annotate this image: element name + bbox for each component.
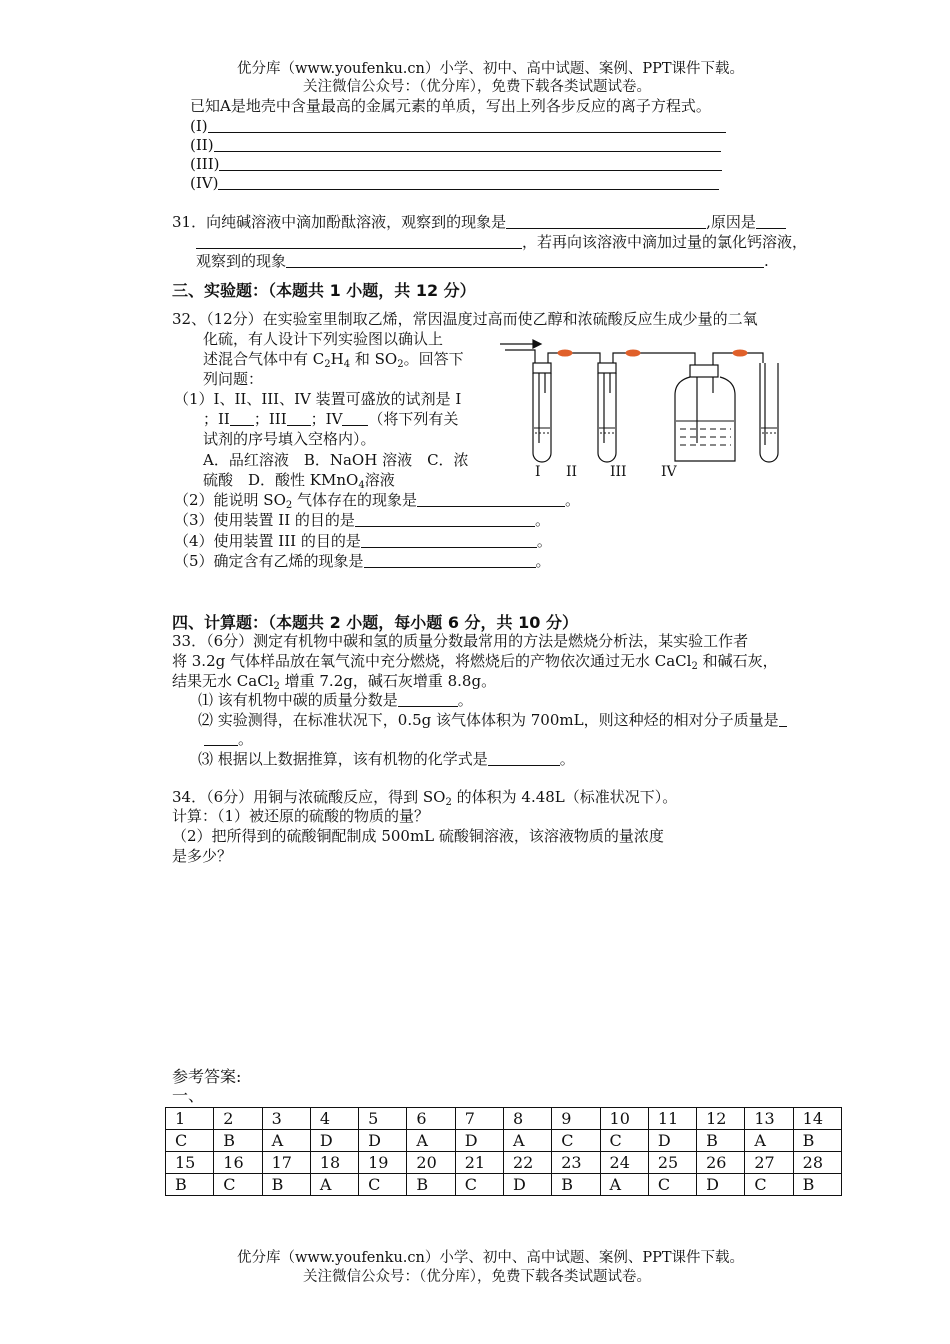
answer-table-cell: 20 [407,1152,455,1174]
answer-table-cell: D [503,1174,551,1196]
valve-1-icon [558,350,572,356]
answer-table-cell: 5 [359,1108,407,1130]
answer-table-cell: D [697,1174,745,1196]
stopper-3 [690,365,718,377]
answer-table-cell: B [214,1130,262,1152]
answer-table-row [166,1108,842,1130]
q33-line-1: 33．（6分）测定有机物中碳和氢的质量分数最常用的方法是燃烧分析法，某实验工作者 [172,632,749,650]
q30-blank-3: (III) [190,155,722,174]
q32-q1-line-2: ；II ；III ；IV （将下列有关 [203,410,459,428]
answer-table-cell: B [793,1174,841,1196]
answer-table [165,1107,842,1196]
answer-table-cell: 6 [407,1108,455,1130]
answer-table-cell: B [697,1130,745,1152]
q32-line-3: 述混合气体中有 $C_2H_4$ 和 $SO_2$。回答下 [203,350,464,370]
answer-table-cell: B [793,1130,841,1152]
answer-table-row [166,1130,842,1152]
answer-table-cell: D [648,1130,696,1152]
label-IV: IV [661,464,677,480]
q32-line-2: 化硫，有人设计下列实验图以确认上 [203,330,444,348]
answer-table-cell: 21 [455,1152,503,1174]
experiment-apparatus-diagram [495,333,795,483]
answer-table-cell: C [455,1174,503,1196]
answer-table-cell: C [648,1174,696,1196]
label-II: II [566,464,578,480]
label-I: I [535,464,541,480]
answer-table-cell: 2 [214,1108,262,1130]
q33-line-2: 将 3.2g 气体样品放在氧气流中充分燃烧，将燃烧后的产物依次通过无水 CaCl$_2$ 和碱石灰， [172,652,778,672]
answer-table-cell: A [600,1174,648,1196]
answer-table-cell: 16 [214,1152,262,1174]
answer-table-cell: C [166,1130,214,1152]
answer-table-cell: 17 [262,1152,310,1174]
q30-blank-4: (IV) [190,174,719,193]
answer-table-cell: D [310,1130,358,1152]
answer-table-cell: B [407,1174,455,1196]
q32-q3: （3）使用装置 II 的目的是 。 [174,511,550,529]
answer-table-cell: 10 [600,1108,648,1130]
answer-table-row [166,1174,842,1196]
answer-table-cell: D [455,1130,503,1152]
q31-line-3: 观察到的现象 . [196,252,769,270]
test-tube-1 [533,373,551,462]
footer-line-1: 优分库（www.youfenku.cn）小学、初中、高中试题、案例、PPT课件下载。 [237,1250,745,1266]
answer-table-cell: 11 [648,1108,696,1130]
answer-table-cell: 22 [503,1152,551,1174]
answers-part-1: 一、 [172,1086,205,1105]
answer-table-cell: 15 [166,1152,214,1174]
answer-table-cell: 3 [262,1108,310,1130]
q33-line-3: 结果无水 CaCl$_2$ 增重 7.2g，碱石灰增重 8.8g。 [172,672,497,692]
answer-table-cell: C [214,1174,262,1196]
q30-blank-1: (I) [190,117,726,136]
section-4-title: 四、计算题：（本题共 2 小题，每小题 6 分，共 10 分） [172,613,578,632]
answer-table-cell: B [262,1174,310,1196]
answer-table-cell: 24 [600,1152,648,1174]
answer-table-cell: 14 [793,1108,841,1130]
inlet-arrowhead [533,340,541,348]
answer-table-cell: A [262,1130,310,1152]
test-tube-2 [598,373,616,462]
answer-table-cell: 9 [552,1108,600,1130]
answer-table-row [166,1152,842,1174]
q34-line-4: 是多少？ [172,847,233,865]
answer-table-cell: C [359,1174,407,1196]
q30-blank-2: (II) [190,136,721,155]
q32-options-2: 硫酸 D．酸性 KMnO$_4$溶液 [203,471,395,491]
answer-table-cell: 19 [359,1152,407,1174]
answer-table-cell: 13 [745,1108,793,1130]
q33-item-2-cont: 。 [204,730,253,749]
answer-table-cell: 25 [648,1152,696,1174]
q32-line-1: 32、（12分）在实验室里制取乙烯，常因温度过高而使乙醇和浓硫酸反应生成少量的二氧 [172,310,758,328]
q32-q2: （2）能说明 $SO_2$ 气体存在的现象是 。 [174,491,581,511]
q33-item-3: ⑶ 根据以上数据推算，该有机物的化学式是 。 [198,750,575,768]
answer-table-cell: A [503,1130,551,1152]
q31-line-1: 31．向纯碱溶液中滴加酚酞溶液，观察到的现象是 ,原因是 [172,213,786,232]
answer-table-cell: 26 [697,1152,745,1174]
valve-2-icon [626,350,640,356]
q32-line-4: 列问题： [203,370,264,388]
answer-table-cell: 23 [552,1152,600,1174]
answer-table-cell: A [745,1130,793,1152]
answer-table-cell: 28 [793,1152,841,1174]
answer-table-cell: 4 [310,1108,358,1130]
stopper-1 [533,363,551,373]
q31-line-2: ，若再向该溶液中滴加过量的氯化钙溶液， [196,233,807,252]
answers-title: 参考答案: [172,1067,242,1086]
q34-line-1: 34．（6分）用铜与浓硫酸反应，得到 $SO_2$ 的体积为 4.48L（标准状况下）。 [172,788,678,808]
answer-table-cell: 18 [310,1152,358,1174]
q32-q4: （4）使用装置 III 的目的是 。 [174,532,552,550]
answer-table-cell: A [310,1174,358,1196]
test-tube-4 [760,363,778,462]
answer-table-cell: A [407,1130,455,1152]
stopper-2 [598,363,616,373]
q33-item-1: ⑴ 该有机物中碳的质量分数是 。 [198,691,473,709]
footer-line-2: 关注微信公众号：（优分库），免费下载各类试题试卷。 [303,1269,651,1285]
answer-table-cell: C [600,1130,648,1152]
q32-q1-line-1: （1）I、II、III、IV 装置可盛放的试剂是 I [174,390,462,408]
gas-bottle [675,377,735,461]
answer-table-cell: 27 [745,1152,793,1174]
answer-table-cell: C [745,1174,793,1196]
answer-table-cell: 8 [503,1108,551,1130]
valve-3-icon [733,350,747,356]
section-3-title: 三、实验题：（本题共 1 小题，共 12 分） [172,281,476,300]
header-line-2: 关注微信公众号：（优分库），免费下载各类试题试卷。 [303,79,651,95]
answer-table-cell: B [552,1174,600,1196]
q30-intro: 已知A是地壳中含量最高的金属元素的单质，写出上列各步反应的离子方程式。 [190,97,711,115]
answer-table-cell: D [359,1130,407,1152]
q32-q5: （5）确定含有乙烯的现象是 。 [174,552,551,570]
header-line-1: 优分库（www.youfenku.cn）小学、初中、高中试题、案例、PPT课件下载。 [237,61,745,77]
answer-table-cell: 1 [166,1108,214,1130]
q32-q1-line-3: 试剂的序号填入空格内）。 [203,430,376,448]
answer-table-cell: B [166,1174,214,1196]
answer-table-cell: 12 [697,1108,745,1130]
q32-options-1: A．品红溶液 B．NaOH 溶液 C．浓 [203,451,469,469]
label-III: III [610,464,627,480]
answer-table-cell: C [552,1130,600,1152]
q34-line-2: 计算：（1）被还原的硫酸的物质的量？ [172,807,430,825]
answer-table-cell: 7 [455,1108,503,1130]
q33-item-2: ⑵ 实验测得，在标准状况下，0.5g 该气体体积为 700mL，则这种烃的相对分子质量是 [198,711,787,730]
q34-line-3: （2）把所得到的硫酸铜配制成 500mL 硫酸铜溶液，该溶液物质的量浓度 [172,827,664,845]
